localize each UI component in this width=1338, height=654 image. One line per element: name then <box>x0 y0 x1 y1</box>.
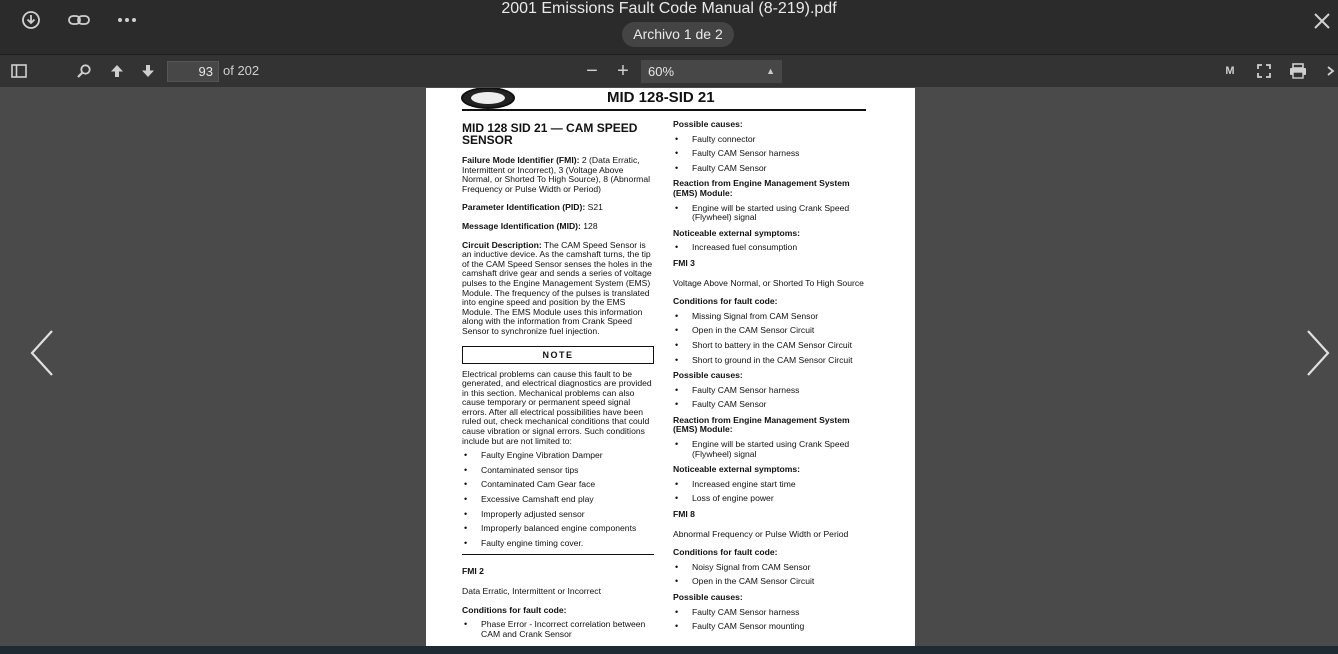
list-item: • Increased fuel consumption <box>673 243 869 253</box>
reaction-list <box>673 204 869 223</box>
page-number-input[interactable]: 93 <box>167 61 219 82</box>
previous-file-arrow-icon[interactable] <box>28 328 58 378</box>
select-caret-icon: ▲ <box>766 66 775 76</box>
list-item: • Increased engine start time <box>673 480 869 490</box>
print-icon[interactable] <box>1285 59 1311 83</box>
circuit-text: The CAM Speed Sensor is an inductive device. As the camshaft turns, the tip of the CAM Speed Sensor senses the holes in the camshaft drive gear and sends a series of voltage pulses to the Engine Management System (EMS) Module. The frequency of the pulses is translated into engine speed and position by the EMS Module. The EMS Module uses this information along with the information from Crank Speed Sensor to synchronize fuel injection. <box>462 239 653 336</box>
note-box: NOTE <box>462 346 654 364</box>
file-counter: Archivo 1 de 2 <box>622 22 734 47</box>
close-icon[interactable] <box>1308 7 1336 35</box>
fmi2-title: FMI 2 <box>462 566 484 577</box>
list-item: • Faulty CAM Sensor harness <box>673 386 869 396</box>
fmi8-possible-list <box>673 608 869 632</box>
right-column <box>673 120 869 638</box>
mid-paragraph <box>462 222 654 232</box>
fmi8-possible-label: Possible causes: <box>673 592 743 602</box>
pdf-toolbar <box>0 54 1338 87</box>
list-item: • Improperly balanced engine components <box>462 524 654 534</box>
list-item: • Faulty CAM Sensor <box>673 164 869 174</box>
section-divider <box>462 554 654 555</box>
fmi3-symptoms-list <box>673 480 869 504</box>
list-item: • Contaminated sensor tips <box>462 466 654 476</box>
sidebar-toggle-icon[interactable] <box>6 59 32 83</box>
list-item: • Faulty connector <box>673 135 869 145</box>
possible-causes-list <box>673 135 869 174</box>
fmi-text: 2 (Data Erratic, Intermittent or Incorrect), 3 (Voltage Above Normal, or Shorted To High Source), 8 (Abnormal Frequency or Pulse Width or Period) <box>462 155 651 194</box>
taskbar-strip <box>0 646 1338 654</box>
section-title: MID 128 SID 21 — CAM SPEED SENSOR <box>462 121 638 147</box>
note-text: Electrical problems can cause this fault to be generated, and electrical diagnostics are provided in this section. Mechanical problems can also cause temporary or permanent speed signal errors. After all electrical possibilities have been ruled out, check mechanical conditions that could cause vibration or signal errors. Such conditions include but are not limited to: <box>462 368 652 446</box>
left-column <box>462 122 654 645</box>
zoom-out-button[interactable]: − <box>586 59 598 82</box>
page-total-label: of 202 <box>223 63 260 78</box>
list-item: • Noisy Signal from CAM Sensor <box>673 563 869 573</box>
brand-logo-icon <box>461 88 515 109</box>
list-item: • Faulty CAM Sensor harness <box>673 608 869 618</box>
fmi3-symptoms-label: Noticeable external symptoms: <box>673 464 801 475</box>
list-item: • Engine will be started using Crank Speed (Flywheel) signal <box>673 204 869 223</box>
list-item: • Improperly adjusted sensor <box>462 510 654 520</box>
fmi3-conditions-label: Conditions for fault code: <box>673 296 778 307</box>
next-page-icon[interactable] <box>135 59 161 83</box>
symptoms-list <box>673 243 869 253</box>
list-item: • Faulty CAM Sensor <box>673 400 869 410</box>
zoom-in-button[interactable]: + <box>617 59 629 82</box>
fmi8-conditions-label: Conditions for fault code: <box>673 547 778 558</box>
tools-chevron-icon[interactable] <box>1324 59 1338 83</box>
fmi3-reaction-list <box>673 440 869 459</box>
viewer-top-bar <box>0 0 1338 54</box>
list-item: • Missing Signal from CAM Sensor <box>673 312 869 322</box>
list-item: • Engine will be started using Crank Speed (Flywheel) signal <box>673 440 869 459</box>
previous-page-icon[interactable] <box>104 59 130 83</box>
presentation-mode-button[interactable]: M <box>1225 65 1235 77</box>
note-list <box>462 451 654 548</box>
mid-label: Message Identification (MID): <box>462 220 581 231</box>
fmi3-possible-list <box>673 386 869 410</box>
fmi3-title: FMI 3 <box>673 257 695 268</box>
fmi2-description: Data Erratic, Intermittent or Incorrect <box>462 586 601 596</box>
list-item: • Open in the CAM Sensor Circuit <box>673 577 869 587</box>
zoom-value: 60% <box>648 64 675 79</box>
possible-causes-label: Possible causes: <box>673 119 743 129</box>
zoom-select[interactable] <box>641 60 782 83</box>
list-item: • Phase Error - Incorrect correlation between CAM and Crank Sensor <box>462 620 654 639</box>
page-header: MID 128-SID 21 <box>607 89 715 106</box>
list-item: • Excessive Camshaft end play <box>462 495 654 505</box>
fmi8-conditions-list <box>673 563 869 587</box>
list-item: • Short to battery in the CAM Sensor Circuit <box>673 341 869 351</box>
symptoms-label: Noticeable external symptoms: <box>673 227 801 238</box>
fmi8-title: FMI 8 <box>673 509 695 520</box>
search-icon[interactable] <box>71 59 97 83</box>
next-file-arrow-icon[interactable] <box>1302 328 1332 378</box>
pdf-page <box>426 88 915 646</box>
list-item: • Loss of engine power <box>673 494 869 504</box>
circuit-label: Circuit Description: <box>462 239 542 250</box>
fmi3-possible-label: Possible causes: <box>673 370 743 381</box>
list-item: • Open in the CAM Sensor Circuit <box>673 326 869 336</box>
pid-value: S21 <box>587 202 603 213</box>
list-item: • Faulty CAM Sensor mounting <box>673 622 869 632</box>
file-title: 2001 Emissions Fault Code Manual (8-219).pdf <box>501 0 837 17</box>
list-item: • Faulty CAM Sensor harness <box>673 149 869 159</box>
fmi3-reaction-label: Reaction from Engine Management System (EMS) Module: <box>673 414 850 435</box>
fmi-label: Failure Mode Identifier (FMI): <box>462 155 580 165</box>
fmi8-description: Abnormal Frequency or Pulse Width or Period <box>673 528 849 539</box>
list-item: • Faulty engine timing cover. <box>462 539 654 549</box>
pid-label: Parameter Identification (PID): <box>462 202 586 213</box>
pid-paragraph <box>462 203 654 213</box>
reaction-label: Reaction from Engine Management System (EMS) Module: <box>673 178 850 198</box>
list-item: • Contaminated Cam Gear face <box>462 480 654 490</box>
list-item: • Short to ground in the CAM Sensor Circuit <box>673 356 869 366</box>
list-item: • Faulty Engine Vibration Damper <box>462 451 654 461</box>
mid-value: 128 <box>583 220 598 231</box>
circuit-paragraph <box>462 241 654 337</box>
fmi3-description: Voltage Above Normal, or Shorted To High Source <box>673 277 864 288</box>
fmi2-conditions-list <box>462 620 654 639</box>
fmi3-conditions-list <box>673 312 869 365</box>
header-rule <box>462 109 866 111</box>
fmi-paragraph <box>462 156 654 194</box>
fmi2-conditions-label: Conditions for fault code: <box>462 604 567 615</box>
document-viewer[interactable] <box>0 88 1338 646</box>
fullscreen-icon[interactable] <box>1251 59 1277 83</box>
